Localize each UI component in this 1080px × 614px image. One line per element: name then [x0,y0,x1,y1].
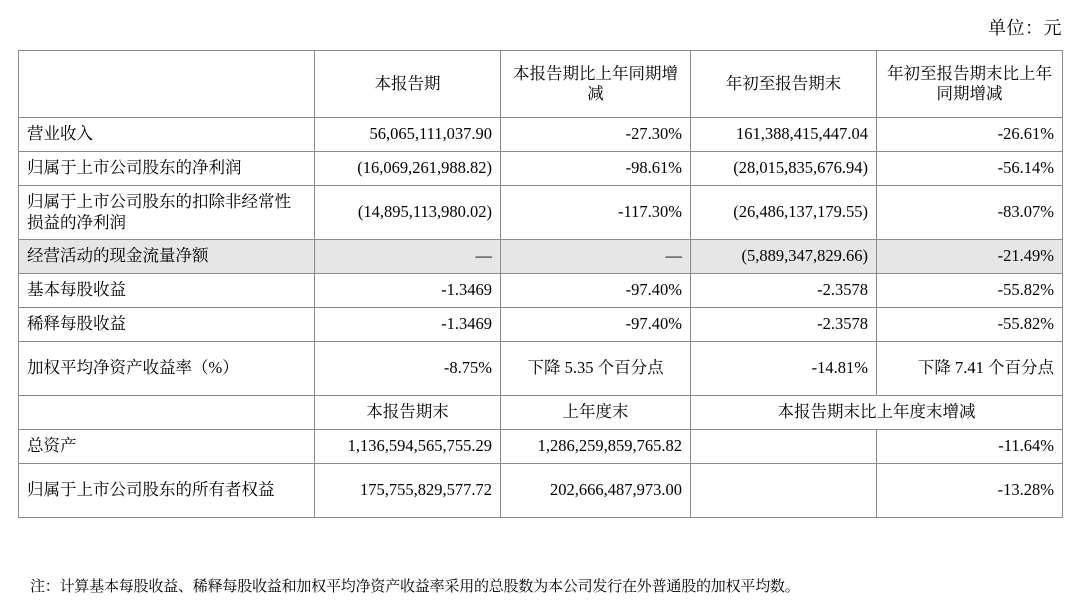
row-value-ytd-change: -21.49% [877,240,1063,274]
table-row [19,152,1063,186]
row-label: 营业收入 [19,118,315,152]
table-footnote: 注：计算基本每股收益、稀释每股收益和加权平均净资产收益率采用的总股数为本公司发行在外普通股的加权平均数。 [30,579,800,595]
row-label: 经营活动的现金流量净额 [19,240,315,274]
header-cell-current-period: 本报告期 [315,51,501,118]
row-value-ytd: -2.3578 [691,274,877,308]
row-value-current: -8.75% [315,342,501,396]
row-label: 稀释每股收益 [19,308,315,342]
row-value-current: -1.3469 [315,308,501,342]
row-value-current-change: -97.40% [501,274,691,308]
table-row [19,464,1063,518]
row-label: 归属于上市公司股东的扣除非经常性损益的净利润 [19,186,315,240]
row-value-current: (16,069,261,988.82) [315,152,501,186]
financial-table-container [18,50,1062,518]
row-value-spacer [691,464,877,518]
table-row [19,118,1063,152]
subheader-cell-blank [19,396,315,430]
row-value-current: (14,895,113,980.02) [315,186,501,240]
header-cell-current-period-change: 本报告期比上年同期增减 [501,51,691,118]
row-value-period-end: 175,755,829,577.72 [315,464,501,518]
row-value-current-change: -97.40% [501,308,691,342]
row-value-ytd: (28,015,835,676.94) [691,152,877,186]
table-row [19,308,1063,342]
row-value-prior-year-end: 202,666,487,973.00 [501,464,691,518]
row-value-ytd-change: -55.82% [877,274,1063,308]
table-subheader-row [19,396,1063,430]
table-row [19,240,1063,274]
row-value-ytd-change: -56.14% [877,152,1063,186]
subheader-cell-change: 本报告期末比上年度末增减 [691,396,1063,430]
header-cell-ytd-change: 年初至报告期末比上年同期增减 [877,51,1063,118]
row-label: 基本每股收益 [19,274,315,308]
row-value-change: -13.28% [877,464,1063,518]
row-value-ytd: -14.81% [691,342,877,396]
unit-label: 单位：元 [988,18,1062,38]
row-value-ytd-change: 下降 7.41 个百分点 [877,342,1063,396]
row-value-current-change: — [501,240,691,274]
table-row [19,274,1063,308]
row-value-current-change: -98.61% [501,152,691,186]
financial-summary-table [18,50,1063,518]
row-value-ytd-change: -55.82% [877,308,1063,342]
row-label: 归属于上市公司股东的净利润 [19,152,315,186]
row-value-current-change: -27.30% [501,118,691,152]
row-value-prior-year-end: 1,286,259,859,765.82 [501,430,691,464]
table-row [19,186,1063,240]
row-value-current: 56,065,111,037.90 [315,118,501,152]
row-value-current: -1.3469 [315,274,501,308]
subheader-cell-prior-year-end: 上年度末 [501,396,691,430]
table-header-row [19,51,1063,118]
table-row [19,342,1063,396]
row-value-ytd: (5,889,347,829.66) [691,240,877,274]
table-row [19,430,1063,464]
row-value-ytd: -2.3578 [691,308,877,342]
row-value-ytd-change: -83.07% [877,186,1063,240]
subheader-cell-period-end: 本报告期末 [315,396,501,430]
row-value-ytd: 161,388,415,447.04 [691,118,877,152]
row-value-ytd: (26,486,137,179.55) [691,186,877,240]
row-value-current-change: -117.30% [501,186,691,240]
row-label: 加权平均净资产收益率（%） [19,342,315,396]
header-cell-blank [19,51,315,118]
row-value-period-end: 1,136,594,565,755.29 [315,430,501,464]
row-label: 归属于上市公司股东的所有者权益 [19,464,315,518]
row-value-current-change: 下降 5.35 个百分点 [501,342,691,396]
row-value-ytd-change: -26.61% [877,118,1063,152]
row-value-change: -11.64% [877,430,1063,464]
row-value-current: — [315,240,501,274]
header-cell-ytd: 年初至报告期末 [691,51,877,118]
row-value-spacer [691,430,877,464]
row-label: 总资产 [19,430,315,464]
